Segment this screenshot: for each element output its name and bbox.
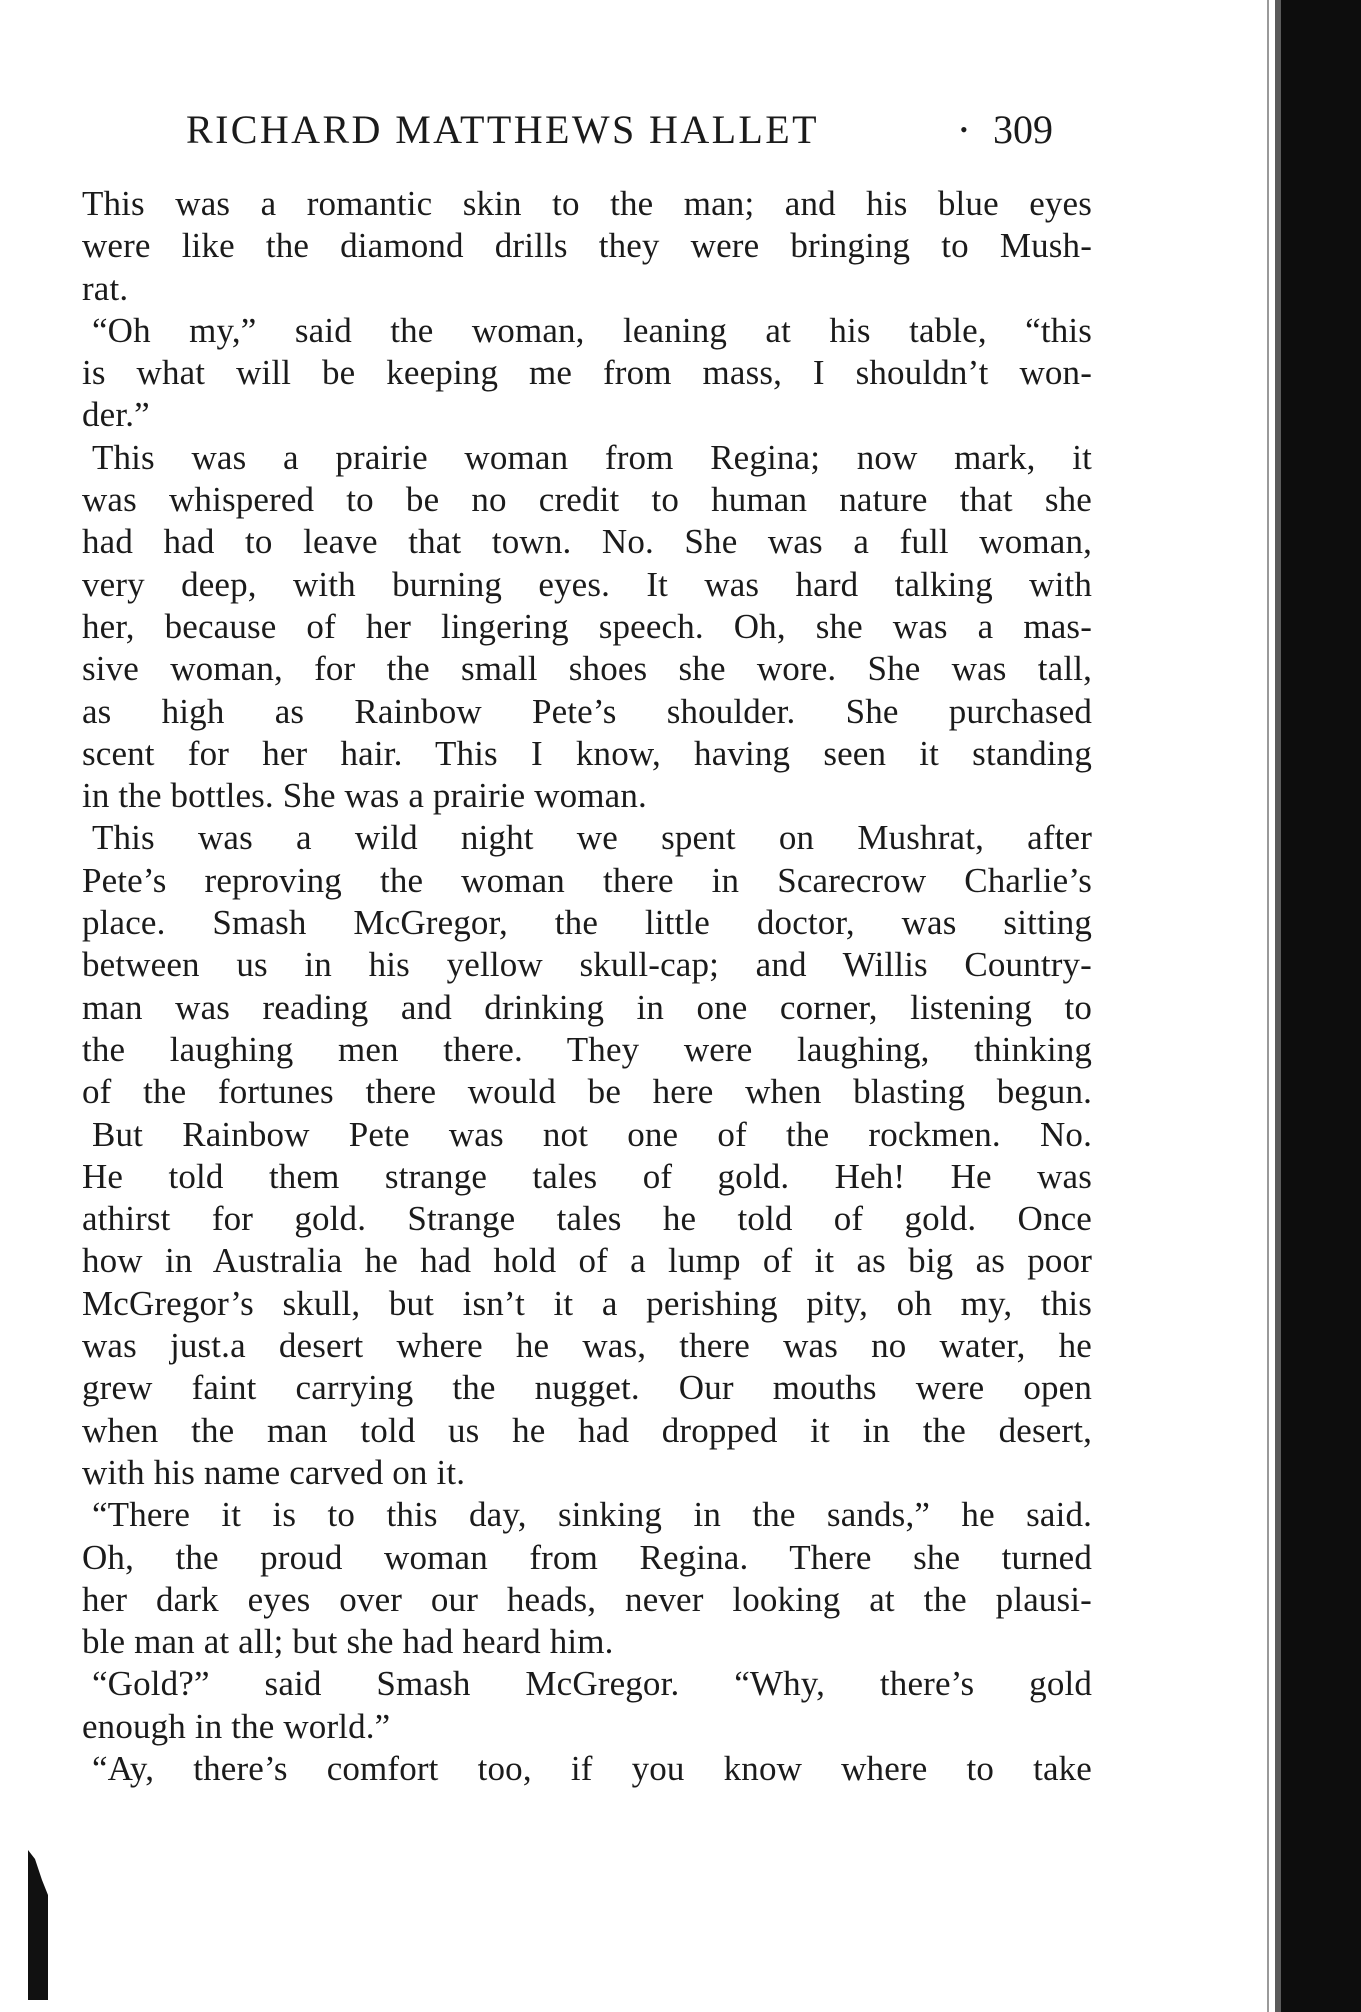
text-line: her, because of her lingering speech. Oh, she was a mas- (82, 606, 1092, 646)
scan-mark (28, 1850, 48, 2000)
page-number: 309 (993, 107, 1053, 152)
text-line: very deep, with burning eyes. It was hard talking with (82, 564, 1092, 604)
text-line: is what will be keeping me from mass, I shouldn’t won- (82, 353, 1092, 393)
text-line: rat. (82, 268, 129, 308)
text-line: with his name carved on it. (82, 1452, 466, 1492)
text-line: between us in his yellow skull-cap; and Willis Country- (82, 945, 1092, 985)
page-header (186, 100, 1086, 160)
text-line: man was reading and drinking in one corner, listening to (82, 987, 1092, 1027)
text-line: sive woman, for the small shoes she wore. She was tall, (82, 649, 1092, 689)
text-line: der.” (82, 395, 150, 435)
text-line: as high as Rainbow Pete’s shoulder. She purchased (82, 691, 1092, 731)
text-line: were like the diamond drills they were bringing to Mush- (82, 226, 1092, 266)
text-line: of the fortunes there would be here when blasting begun. (82, 1072, 1092, 1112)
text-line: This was a wild night we spent on Mushrat, after (92, 818, 1092, 858)
text-line: was whispered to be no credit to human nature that she (82, 480, 1092, 520)
text-line: was just.a desert where he was, there was no water, he (82, 1326, 1092, 1366)
text-line: the laughing men there. They were laughing, thinking (82, 1029, 1092, 1069)
text-line: McGregor’s skull, but isn’t it a perishing pity, oh my, this (82, 1283, 1092, 1323)
text-line: grew faint carrying the nugget. Our mouths were open (82, 1368, 1092, 1408)
body-text (82, 183, 1092, 1790)
header-separator: • (960, 117, 968, 142)
text-line: her dark eyes over our heads, never looking at the plausi- (82, 1579, 1092, 1619)
binding-line (1267, 0, 1269, 2012)
text-line: Oh, the proud woman from Regina. There she turned (82, 1537, 1092, 1577)
text-line: Pete’s reproving the woman there in Scarecrow Charlie’s (82, 860, 1092, 900)
text-line: place. Smash McGregor, the little doctor, was sitting (82, 903, 1092, 943)
binding-edge (1281, 0, 1361, 2012)
text-line: athirst for gold. Strange tales he told of gold. Once (82, 1199, 1092, 1239)
text-line: This was a romantic skin to the man; and his blue eyes (82, 184, 1092, 223)
text-line: how in Australia he had hold of a lump of it as big as poor (82, 1241, 1092, 1281)
text-line: “Oh my,” said the woman, leaning at his table, “this (92, 310, 1092, 350)
text-line: ble man at all; but she had heard him. (82, 1622, 614, 1662)
text-line: “Ay, there’s comfort too, if you know where to take (92, 1748, 1092, 1788)
text-line: scent for her hair. This I know, having seen it standing (82, 733, 1092, 773)
text-line: “Gold?” said Smash McGregor. “Why, there’s gold (92, 1664, 1092, 1704)
text-line: in the bottles. She was a prairie woman. (82, 776, 647, 816)
text-line: had had to leave that town. No. She was a full woman, (82, 522, 1092, 562)
text-line: when the man told us he had dropped it in the desert, (82, 1410, 1092, 1450)
text-line: This was a prairie woman from Regina; now mark, it (92, 437, 1092, 477)
text-line: enough in the world.” (82, 1706, 391, 1746)
text-line: “There it is to this day, sinking in the sands,” he said. (92, 1495, 1092, 1535)
running-head: RICHARD MATTHEWS HALLET (186, 107, 819, 152)
text-line: But Rainbow Pete was not one of the rockmen. No. (92, 1114, 1092, 1154)
text-line: He told them strange tales of gold. Heh! He was (82, 1156, 1092, 1196)
